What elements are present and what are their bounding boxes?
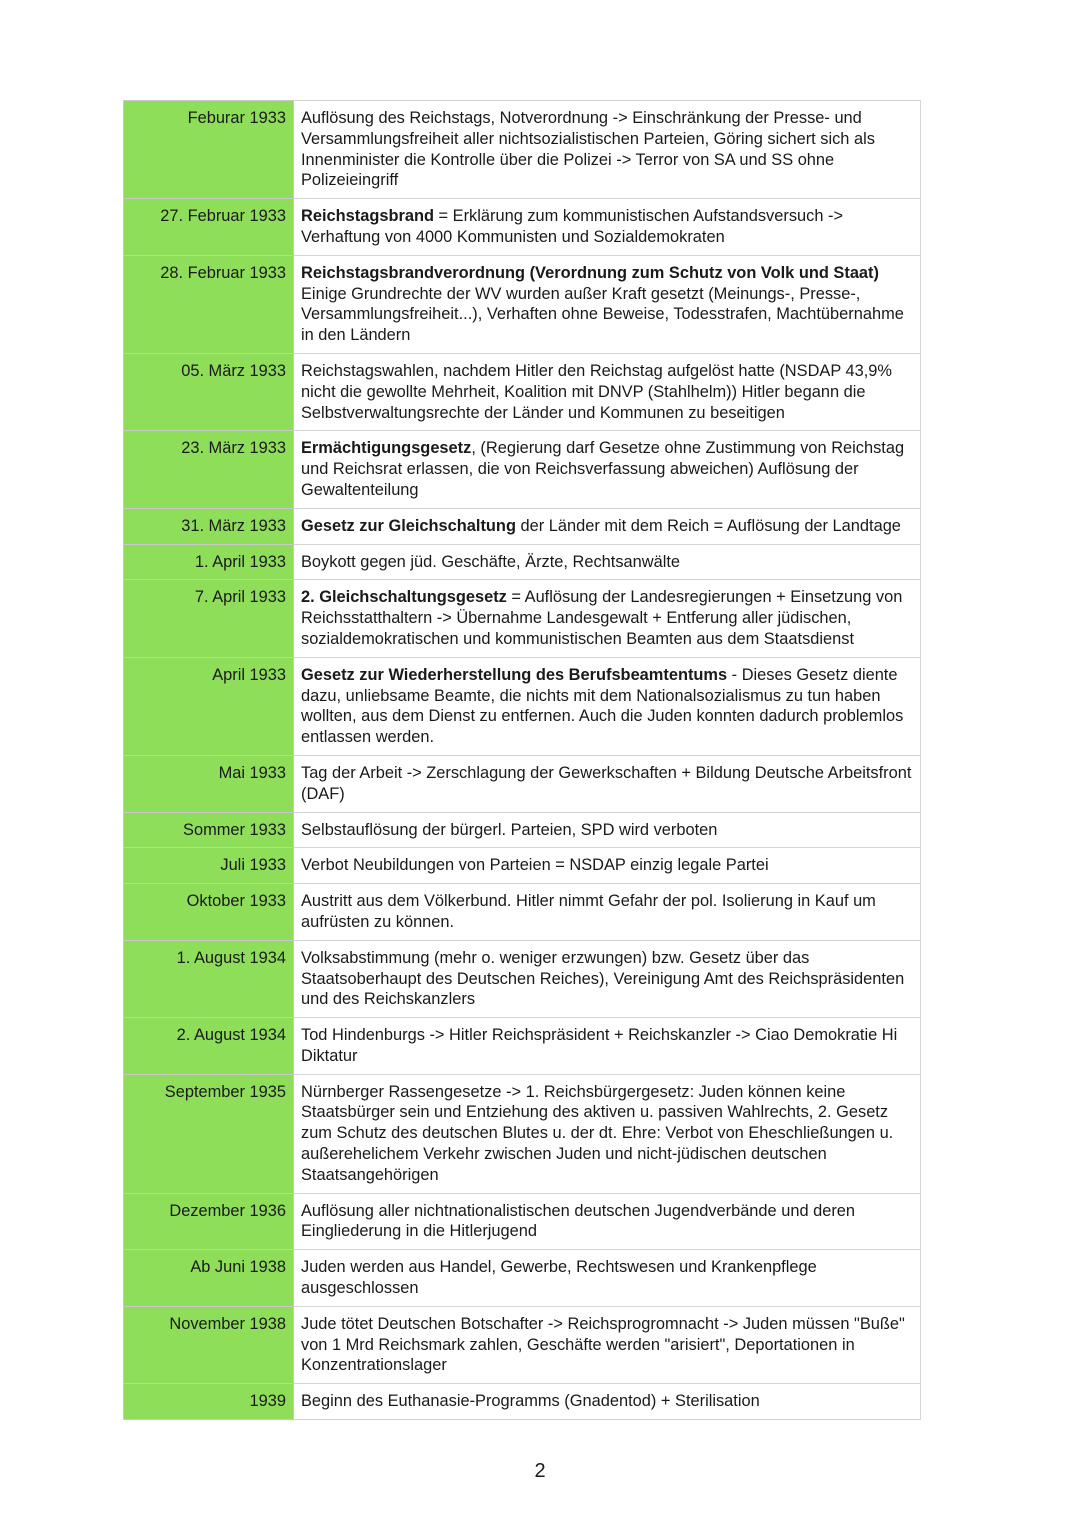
timeline-row: [124, 1306, 921, 1383]
row-description-bold: 2. Gleichschaltungsgesetz: [301, 588, 507, 607]
timeline-row: [124, 1193, 921, 1250]
row-date: April 1933: [124, 657, 294, 755]
row-description-text: Volksabstimmung (mehr o. weniger erzwungen) bzw. Gesetz über das Staatsoberhaupt des Deutschen Reiches), Vereinigung Amt des Reichspräsidenten und des Reichskanzlers: [301, 948, 905, 1009]
row-description: [294, 255, 921, 353]
timeline-row: [124, 101, 921, 199]
timeline-row: [124, 755, 921, 812]
row-description-text: Boykott gegen jüd. Geschäfte, Ärzte, Rechtsanwälte: [301, 552, 681, 571]
row-description-text: Austritt aus dem Völkerbund. Hitler nimmt Gefahr der pol. Isolierung in Kauf um aufrüsten zu können.: [301, 892, 876, 931]
timeline-row: [124, 508, 921, 544]
row-description-text: = Erklärung zum kommunistischen Aufstandsversuch -> Verhaftung von 4000 Kommunisten und Sozialdemokraten: [301, 207, 844, 246]
row-description: [294, 199, 921, 256]
row-date: September 1935: [124, 1074, 294, 1193]
timeline-row: [124, 353, 921, 430]
row-description-text: , (Regierung darf Gesetze ohne Zustimmung von Reichstag und Reichsrat erlassen, die von Reichsverfassung abweichen) Auflösung der Gewaltenteilung: [301, 439, 905, 499]
timeline-table: [123, 100, 921, 1420]
row-description: [294, 812, 921, 848]
row-description-bold: Reichstagsbrandverordnung (Verordnung zum Schutz von Volk und Staat): [301, 263, 879, 282]
row-date: Dezember 1936: [124, 1193, 294, 1250]
timeline-row: [124, 580, 921, 657]
row-description-text: Verbot Neubildungen von Parteien = NSDAP einzig legale Partei: [301, 856, 769, 875]
row-date: 7. April 1933: [124, 580, 294, 657]
timeline-row: [124, 255, 921, 353]
timeline-row: [124, 1074, 921, 1193]
timeline-row: [124, 812, 921, 848]
row-description: [294, 544, 921, 580]
row-description-text: Tag der Arbeit -> Zerschlagung der Gewerkschaften + Bildung Deutsche Arbeitsfront (DAF): [301, 763, 912, 803]
row-description: [294, 657, 921, 755]
row-date: Juli 1933: [124, 848, 294, 884]
row-date: 27. Februar 1933: [124, 199, 294, 256]
row-description: [294, 1074, 921, 1193]
row-description: [294, 884, 921, 941]
row-description: [294, 1384, 921, 1420]
row-date: November 1938: [124, 1306, 294, 1383]
row-description-text: Nürnberger Rassengesetze -> 1. Reichsbürgergesetz: Juden können keine Staatsbürger sein und Entziehung des aktiven u. passiven Wahlrechts, 2. Gesetz zum Schutz des deutschen Blutes u. der dt. Ehre: Verbot von Eheschließungen u. außerehelichem Verkehr zwischen Juden und nicht-jüdischen deutschen Staatsangehörigen: [301, 1082, 894, 1184]
row-date: 2. August 1934: [124, 1018, 294, 1075]
timeline-row: [124, 884, 921, 941]
row-description: [294, 508, 921, 544]
row-date: Oktober 1933: [124, 884, 294, 941]
row-description: [294, 1193, 921, 1250]
row-date: 1. August 1934: [124, 940, 294, 1017]
row-date: Feburar 1933: [124, 101, 294, 199]
row-description-bold: Gesetz zur Gleichschaltung: [301, 516, 516, 535]
row-date: Ab Juni 1938: [124, 1250, 294, 1307]
row-description: [294, 755, 921, 812]
row-date: 1939: [124, 1384, 294, 1420]
timeline-body: [124, 101, 921, 1420]
timeline-row: [124, 657, 921, 755]
row-description: [294, 940, 921, 1017]
row-date: 23. März 1933: [124, 431, 294, 508]
row-description-text: Juden werden aus Handel, Gewerbe, Rechtswesen und Krankenpflege ausgeschlossen: [301, 1258, 817, 1298]
row-description-text: Einige Grundrechte der WV wurden außer Kraft gesetzt (Meinungs-, Presse-, Versammlungsfreiheit...), Verhaften ohne Beweise, Todesstrafen, Machtübernahme in den Ländern: [301, 284, 904, 345]
row-description-text: Auflösung des Reichstags, Notverordnung -> Einschränkung der Presse- und Versammlungsfreiheit aller nichtsozialistischen Parteien, Göring sichert sich als Innenminister die Kontrolle über die Polizei -> Terror von SA und SS ohne Polizeieingriff: [301, 109, 875, 190]
timeline-row: [124, 1384, 921, 1420]
row-description: [294, 848, 921, 884]
row-description-text: Selbstauflösung der bürgerl. Parteien, SPD wird verboten: [301, 820, 718, 839]
row-description-text: Reichstagswahlen, nachdem Hitler den Reichstag aufgelöst hatte (NSDAP 43,9% nicht die gewollte Mehrheit, Koalition mit DNVP (Stahlhelm)) Hitler begann die Selbstverwaltungsrechte der Länder und Kommunen zu beseitigen: [301, 361, 892, 422]
row-date: Sommer 1933: [124, 812, 294, 848]
row-description: [294, 431, 921, 508]
row-description: [294, 1018, 921, 1075]
row-description: [294, 580, 921, 657]
row-description-bold: Gesetz zur Wiederherstellung des Berufsbeamtentums: [301, 665, 728, 684]
row-description-bold: Ermächtigungsgesetz: [301, 439, 472, 458]
timeline-row: [124, 1018, 921, 1075]
row-description-text: Auflösung aller nichtnationalistischen deutschen Jugendverbände und deren Eingliederung in die Hitlerjugend: [301, 1201, 856, 1241]
page-number: 2: [534, 1460, 546, 1482]
row-date: 05. März 1933: [124, 353, 294, 430]
row-description-text: der Länder mit dem Reich = Auflösung der Landtage: [515, 516, 901, 535]
row-description-text: = Auflösung der Landesregierungen + Einsetzung von Reichsstatthaltern -> Übernahme Landesgewalt + Entferung aller jüdischen, sozialdemokratischen und kommunistischen Beamten aus dem Staatsdienst: [301, 588, 903, 648]
row-description: [294, 101, 921, 199]
timeline-row: [124, 940, 921, 1017]
timeline-row: [124, 544, 921, 580]
row-date: 28. Februar 1933: [124, 255, 294, 353]
row-description: [294, 1250, 921, 1307]
row-description-text: Jude tötet Deutschen Botschafter -> Reichsprogromnacht -> Juden müssen "Buße" von 1 Mrd Reichsmark zahlen, Geschäfte werden "arisiert", Deportationen in Konzentrationslager: [301, 1314, 905, 1375]
timeline-row: [124, 199, 921, 256]
row-description-text: - Dieses Gesetz diente dazu, unliebsame Beamte, die nichts mit dem Nationalsozialismus zu tun haben wollten, aus dem Dienst zu entfernen. Auch die Juden konnten dadurch problemlos entlassen werden.: [301, 665, 904, 747]
row-date: 31. März 1933: [124, 508, 294, 544]
row-date: 1. April 1933: [124, 544, 294, 580]
row-description-text: Beginn des Euthanasie-Programms (Gnadentod) + Sterilisation: [301, 1392, 760, 1411]
timeline-row: [124, 1250, 921, 1307]
timeline-row: [124, 848, 921, 884]
row-description-text: Tod Hindenburgs -> Hitler Reichspräsident + Reichskanzler -> Ciao Demokratie Hi Diktatur: [301, 1026, 898, 1065]
row-description: [294, 1306, 921, 1383]
row-description: [294, 353, 921, 430]
row-date: Mai 1933: [124, 755, 294, 812]
timeline-row: [124, 431, 921, 508]
row-description-bold: Reichstagsbrand: [301, 207, 434, 226]
